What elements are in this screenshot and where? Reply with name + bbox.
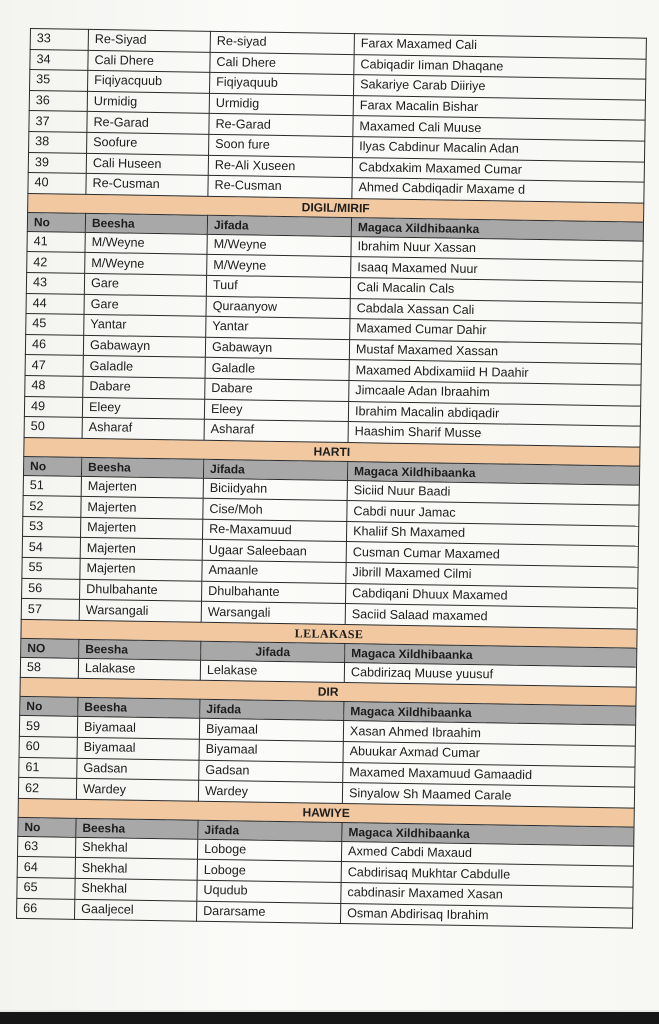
cell-beesha: Gaaljecel <box>75 899 197 922</box>
cell-no: 65 <box>17 877 75 899</box>
header-beesha: Beesha <box>85 213 207 234</box>
header-no: No <box>20 697 78 717</box>
cell-beesha: Majerten <box>80 558 202 581</box>
cell-magaca: Cabdala Xassan Cali <box>350 298 642 323</box>
cell-magaca: Maxamed Cumar Dahir <box>350 319 642 344</box>
header-jifada: Jifada <box>200 700 344 721</box>
cell-no: 37 <box>29 111 87 133</box>
cell-jifada: Quraanyow <box>206 296 350 319</box>
header-beesha: Beesha <box>78 698 200 719</box>
cell-magaca: Sinyalow Sh Maamed Carale <box>342 783 634 808</box>
section-title: HAWIYE <box>18 798 634 827</box>
cell-jifada: Uqudub <box>197 880 341 903</box>
cell-magaca: Cabdxakim Maxamed Cumar <box>352 157 644 182</box>
cell-magaca: Ibrahim Nuur Xassan <box>351 236 643 261</box>
cell-no: 41 <box>27 231 85 253</box>
cell-beesha: Cali Dhere <box>88 50 210 73</box>
cell-jifada: Biyamaal <box>199 739 343 762</box>
cell-beesha: Re-Siyad <box>88 29 210 52</box>
cell-no: 66 <box>17 898 75 920</box>
cell-jifada: Warsangali <box>201 602 345 625</box>
cell-no: 50 <box>24 417 82 439</box>
cell-beesha: Fiqiyacquub <box>88 71 210 94</box>
header-beesha: Beesha <box>79 639 201 660</box>
cell-magaca: Cabdi nuur Jamac <box>347 501 639 526</box>
section-title: DIR <box>20 678 636 707</box>
cell-no: 52 <box>23 496 81 518</box>
header-no: NO <box>21 638 79 658</box>
header-magaca: Magaca Xildhibaanka <box>344 702 636 726</box>
cell-jifada: Re-Maxamuud <box>202 519 346 542</box>
cell-jifada: Galadle <box>205 358 349 381</box>
cell-no: 51 <box>23 475 81 497</box>
cell-magaca: cabdinasir Maxamed Xasan <box>341 882 633 907</box>
cell-beesha: Gabawayn <box>83 335 205 358</box>
cell-no: 57 <box>21 599 79 621</box>
cell-jifada: M/Weyne <box>207 234 351 257</box>
cell-jifada: Amaanle <box>202 560 346 583</box>
cell-jifada: M/Weyne <box>207 255 351 278</box>
header-magaca: Magaca Xildhibaanka <box>351 217 643 241</box>
cell-magaca: Mustaf Maxamed Xassan <box>349 339 641 364</box>
cell-beesha: Shekhal <box>75 858 197 881</box>
cell-magaca: Cabdiqani Dhuux Maxamed <box>345 583 637 608</box>
cell-magaca: Saciid Salaad maxamed <box>345 604 637 629</box>
cell-magaca: Abuukar Axmad Cumar <box>343 742 635 767</box>
cell-jifada: Gadsan <box>199 760 343 783</box>
cell-magaca: Axmed Cabdi Maxaud <box>341 841 633 866</box>
cell-magaca: Maxamed Maxamuud Gamaadid <box>343 762 635 787</box>
header-no: No <box>18 817 76 837</box>
cell-jifada: Dabare <box>205 378 349 401</box>
cell-no: 46 <box>25 334 83 356</box>
cell-jifada: Lelakase <box>200 660 344 683</box>
cell-magaca: Ahmed Cabdiqadir Maxame d <box>352 178 644 203</box>
cell-jifada: Re-Cusman <box>208 175 352 198</box>
header-beesha: Beesha <box>76 818 198 839</box>
bottom-edge <box>0 1012 659 1024</box>
header-magaca: Magaca Xildhibaanka <box>345 643 637 667</box>
cell-beesha: Wardey <box>76 779 198 802</box>
section-title: HARTI <box>24 437 640 466</box>
cell-magaca: Farax Macalin Bishar <box>353 95 645 120</box>
cell-no: 45 <box>26 314 84 336</box>
cell-jifada: Loboge <box>197 839 341 862</box>
cell-beesha: M/Weyne <box>85 232 207 255</box>
cell-beesha: Shekhal <box>75 837 197 860</box>
cell-jifada: Ugaar Saleebaan <box>202 540 346 563</box>
document-sheet <box>16 28 646 929</box>
section-title: DIGIL/MIRIF <box>28 193 644 222</box>
cell-jifada: Cali Dhere <box>210 52 354 75</box>
cell-jifada: Urmidig <box>209 93 353 116</box>
cell-beesha: Warsangali <box>79 600 201 623</box>
header-jifada: Jifada <box>203 459 347 480</box>
cell-beesha: Asharaf <box>82 417 204 440</box>
cell-beesha: Yantar <box>84 315 206 338</box>
cell-no: 53 <box>23 516 81 538</box>
cell-no: 42 <box>27 252 85 274</box>
cell-jifada: Tuuf <box>206 275 350 298</box>
cell-beesha: Biyamaal <box>77 717 199 740</box>
cell-no: 47 <box>25 355 83 377</box>
cell-magaca: Cabdirizaq Muuse yuusuf <box>344 662 636 687</box>
cell-jifada: Asharaf <box>204 419 348 442</box>
section-title: LELAKASE <box>21 619 637 648</box>
cell-no: 61 <box>19 757 77 779</box>
cell-beesha: Soofure <box>87 132 209 155</box>
cell-beesha: Gare <box>84 273 206 296</box>
cell-no: 54 <box>22 537 80 559</box>
header-no: No <box>23 456 81 476</box>
header-magaca: Magaca Xildhibaanka <box>347 461 639 485</box>
cell-beesha: Re-Garad <box>87 112 209 135</box>
cell-magaca: Siciid Nuur Baadi <box>347 480 639 505</box>
header-jifada: Jifada <box>198 820 342 841</box>
header-jifada: Jifada <box>207 215 351 236</box>
cell-jifada: Loboge <box>197 860 341 883</box>
cell-beesha: Dabare <box>83 376 205 399</box>
cell-beesha: Gare <box>84 294 206 317</box>
cell-jifada: Fiqiyaquub <box>209 73 353 96</box>
cell-magaca: Ilyas Cabdinur Macalin Adan <box>353 137 645 162</box>
cell-jifada: Re-Ali Xuseen <box>208 155 352 178</box>
cell-jifada: Biciidyahn <box>203 478 347 501</box>
cell-magaca: Farax Maxamed Cali <box>354 34 646 59</box>
cell-magaca: Cabdirisaq Mukhtar Cabdulle <box>341 862 633 887</box>
cell-jifada: Wardey <box>198 780 342 803</box>
cell-magaca: Khaliif Sh Maxamed <box>346 521 638 546</box>
cell-no: 43 <box>26 272 84 294</box>
cell-beesha: Eleey <box>82 397 204 420</box>
cell-jifada: Eleey <box>204 399 348 422</box>
cell-magaca: Ibrahim Macalin abdiqadir <box>348 401 640 426</box>
cell-no: 35 <box>30 70 88 92</box>
cell-beesha: Galadle <box>83 356 205 379</box>
cell-beesha: Gadsan <box>77 758 199 781</box>
cell-no: 39 <box>28 152 86 174</box>
cell-jifada: Re-Garad <box>209 114 353 137</box>
cell-jifada: Re-siyad <box>210 31 354 54</box>
cell-magaca: Osman Abdirisaq Ibrahim <box>340 903 632 928</box>
member-table <box>16 28 647 929</box>
cell-no: 56 <box>22 578 80 600</box>
cell-magaca: Cabiqadir Iiman Dhaqane <box>354 54 646 79</box>
header-magaca: Magaca Xildhibaanka <box>342 822 634 846</box>
header-beesha: Beesha <box>81 457 203 478</box>
cell-magaca: Isaaq Maxamed Nuur <box>351 257 643 282</box>
cell-no: 63 <box>17 836 75 858</box>
cell-no: 40 <box>28 173 86 195</box>
member-table-body <box>17 29 647 929</box>
cell-magaca: Sakariye Carab Diiriye <box>353 75 645 100</box>
cell-beesha: Cali Huseen <box>86 153 208 176</box>
cell-beesha: Majerten <box>80 538 202 561</box>
cell-beesha: Majerten <box>81 476 203 499</box>
cell-jifada: Dhulbahante <box>202 581 346 604</box>
cell-no: 48 <box>25 375 83 397</box>
cell-no: 36 <box>29 90 87 112</box>
cell-magaca: Jibrill Maxamed Cilmi <box>346 563 638 588</box>
cell-jifada: Gabawayn <box>205 337 349 360</box>
cell-no: 49 <box>24 396 82 418</box>
cell-beesha: Re-Cusman <box>86 174 208 197</box>
cell-magaca: Maxamed Abdixamiid H Daahir <box>349 360 641 385</box>
cell-beesha: Shekhal <box>75 878 197 901</box>
cell-beesha: Lalakase <box>78 658 200 681</box>
cell-beesha: M/Weyne <box>85 253 207 276</box>
cell-beesha: Majerten <box>80 517 202 540</box>
cell-no: 60 <box>19 736 77 758</box>
cell-no: 38 <box>29 131 87 153</box>
cell-jifada: Dararsame <box>196 901 340 924</box>
cell-jifada: Cise/Moh <box>203 499 347 522</box>
cell-magaca: Jimcaale Adan Ibraahim <box>349 380 641 405</box>
cell-no: 58 <box>20 657 78 679</box>
header-no: No <box>27 212 85 232</box>
cell-no: 62 <box>18 778 76 800</box>
cell-no: 59 <box>19 716 77 738</box>
header-jifada: Jifada <box>201 641 345 662</box>
cell-jifada: Soon fure <box>209 134 353 157</box>
cell-no: 44 <box>26 293 84 315</box>
cell-beesha: Majerten <box>81 497 203 520</box>
cell-beesha: Biyamaal <box>77 737 199 760</box>
cell-magaca: Maxamed Cali Muuse <box>353 116 645 141</box>
cell-no: 64 <box>17 857 75 879</box>
cell-beesha: Dhulbahante <box>80 579 202 602</box>
cell-no: 33 <box>30 29 88 51</box>
cell-magaca: Xasan Ahmed Ibraahim <box>343 721 635 746</box>
cell-jifada: Biyamaal <box>199 719 343 742</box>
cell-magaca: Haashim Sharif Musse <box>348 422 640 447</box>
cell-jifada: Yantar <box>206 316 350 339</box>
cell-no: 55 <box>22 558 80 580</box>
cell-beesha: Urmidig <box>87 91 209 114</box>
cell-magaca: Cusman Cumar Maxamed <box>346 542 638 567</box>
cell-no: 34 <box>30 49 88 71</box>
cell-magaca: Cali Macalin Cals <box>350 278 642 303</box>
